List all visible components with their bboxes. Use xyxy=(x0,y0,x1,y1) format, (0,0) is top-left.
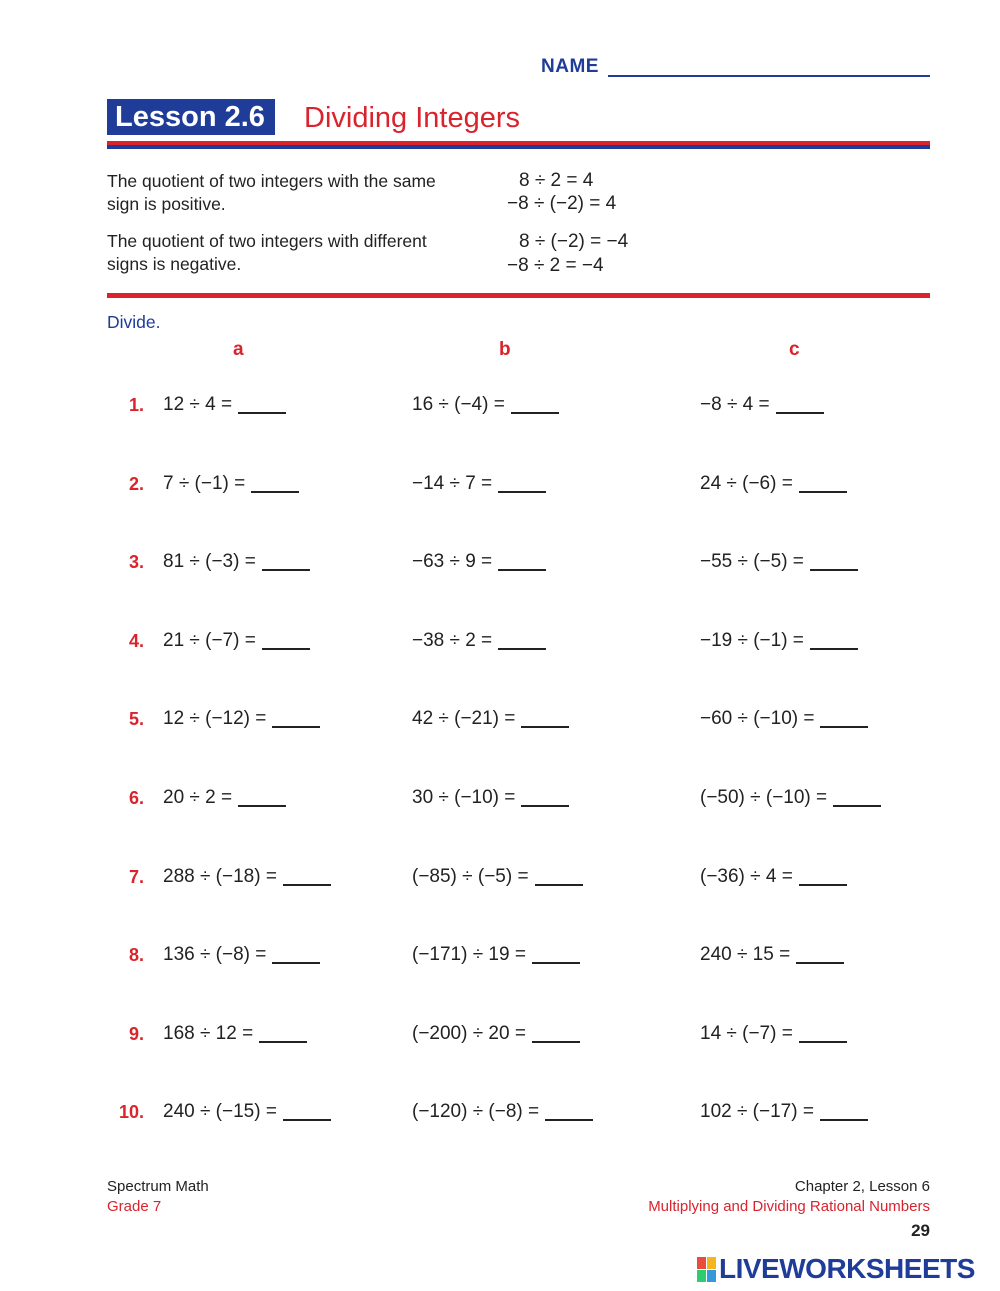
problem-expression: 20 ÷ 2 = xyxy=(163,787,233,808)
problem-expression: (−171) ÷ 19 = xyxy=(412,944,526,965)
problem-expression: −14 ÷ 7 = xyxy=(412,473,493,494)
problem-number: 8. xyxy=(128,945,144,965)
column-label-b: b xyxy=(499,339,511,360)
problem-expression: −19 ÷ (−1) = xyxy=(700,630,804,651)
problem-expression: 24 ÷ (−6) = xyxy=(700,473,793,494)
name-line[interactable] xyxy=(608,75,930,77)
problem-8-b xyxy=(412,944,580,966)
problem-4-a xyxy=(163,630,310,652)
column-label-a: a xyxy=(233,339,244,360)
rule-same-sign-example-1: 8 ÷ 2 = 4 xyxy=(519,170,594,191)
problem-5-b xyxy=(412,708,569,730)
problem-number: 2. xyxy=(128,474,144,494)
problem-expression: (−200) ÷ 20 = xyxy=(412,1023,526,1044)
liveworksheets-wordmark: LIVEWORKSHEETS xyxy=(719,1253,975,1284)
problem-7-a xyxy=(163,866,331,888)
answer-blank[interactable] xyxy=(272,961,320,964)
problem-number: 3. xyxy=(128,552,144,572)
problem-4-b xyxy=(412,630,546,652)
problem-2-b xyxy=(412,473,546,495)
problem-expression: 102 ÷ (−17) = xyxy=(700,1101,814,1122)
logo-square-1 xyxy=(697,1257,706,1269)
problem-number: 4. xyxy=(128,631,144,651)
answer-blank[interactable] xyxy=(796,961,844,964)
name-label: NAME xyxy=(541,56,599,77)
answer-blank[interactable] xyxy=(238,411,286,414)
answer-blank[interactable] xyxy=(251,490,299,493)
answer-blank[interactable] xyxy=(535,883,583,886)
problem-10-b xyxy=(412,1101,593,1123)
problem-expression: −60 ÷ (−10) = xyxy=(700,708,815,729)
lesson-badge: Lesson 2.6 xyxy=(107,99,275,135)
problem-number: 7. xyxy=(128,867,144,887)
problem-9-b xyxy=(412,1023,580,1045)
problem-expression: −8 ÷ 4 = xyxy=(700,394,770,415)
problem-expression: −55 ÷ (−5) = xyxy=(700,551,804,572)
problem-expression: (−85) ÷ (−5) = xyxy=(412,866,529,887)
problem-5-c xyxy=(700,708,868,730)
answer-blank[interactable] xyxy=(810,568,858,571)
answer-blank[interactable] xyxy=(262,647,310,650)
rule-different-sign: The quotient of two integers with different signs is negative. xyxy=(107,231,427,274)
problem-expression: 168 ÷ 12 = xyxy=(163,1023,254,1044)
answer-blank[interactable] xyxy=(833,804,881,807)
header-divider-blue xyxy=(107,145,930,149)
problem-7-b xyxy=(412,866,583,888)
answer-blank[interactable] xyxy=(283,1118,331,1121)
answer-blank[interactable] xyxy=(532,1040,580,1043)
problem-3-b xyxy=(412,551,546,573)
rule-different-sign-example-1: 8 ÷ (−2) = −4 xyxy=(519,231,629,252)
problem-4-c xyxy=(700,630,858,652)
answer-blank[interactable] xyxy=(799,883,847,886)
problem-3-a xyxy=(163,551,310,573)
page-number: 29 xyxy=(911,1221,930,1240)
logo-square-3 xyxy=(697,1270,706,1282)
problem-number: 10. xyxy=(118,1102,144,1122)
answer-blank[interactable] xyxy=(511,411,559,414)
problem-1-a xyxy=(163,394,286,416)
problem-7-c xyxy=(700,866,847,888)
problem-5-a xyxy=(163,708,320,730)
answer-blank[interactable] xyxy=(238,804,286,807)
answer-blank[interactable] xyxy=(820,1118,868,1121)
problem-expression: 81 ÷ (−3) = xyxy=(163,551,256,572)
problem-8-c xyxy=(700,944,844,966)
logo-square-2 xyxy=(707,1257,716,1269)
rule-different-sign-example-2: −8 ÷ 2 = −4 xyxy=(507,255,604,276)
answer-blank[interactable] xyxy=(545,1118,593,1121)
problem-expression: 136 ÷ (−8) = xyxy=(163,944,267,965)
answer-blank[interactable] xyxy=(521,725,569,728)
answer-blank[interactable] xyxy=(498,647,546,650)
problem-number: 6. xyxy=(128,788,144,808)
answer-blank[interactable] xyxy=(498,490,546,493)
problem-10-c xyxy=(700,1101,868,1123)
answer-blank[interactable] xyxy=(799,490,847,493)
answer-blank[interactable] xyxy=(521,804,569,807)
problem-expression: 240 ÷ 15 = xyxy=(700,944,791,965)
problem-expression: 12 ÷ (−12) = xyxy=(163,708,267,729)
answer-blank[interactable] xyxy=(799,1040,847,1043)
problem-1-b xyxy=(412,394,559,416)
liveworksheets-brand[interactable] xyxy=(697,1254,975,1284)
problem-expression: 16 ÷ (−4) = xyxy=(412,394,505,415)
problem-expression: (−120) ÷ (−8) = xyxy=(412,1101,540,1122)
problem-6-a xyxy=(163,787,286,809)
footer-grade: Grade 7 xyxy=(107,1198,162,1215)
problem-8-a xyxy=(163,944,320,966)
problem-10-a xyxy=(163,1101,331,1123)
problem-number: 5. xyxy=(128,709,144,729)
problem-6-b xyxy=(412,787,569,809)
footer-chapter: Chapter 2, Lesson 6 xyxy=(794,1178,930,1195)
problem-number: 9. xyxy=(128,1024,144,1044)
problem-9-c xyxy=(700,1023,847,1045)
problem-3-c xyxy=(700,551,858,573)
problem-expression: 30 ÷ (−10) = xyxy=(412,787,516,808)
problem-expression: 42 ÷ (−21) = xyxy=(412,708,516,729)
answer-blank[interactable] xyxy=(532,961,580,964)
problem-1-c xyxy=(700,394,824,416)
answer-blank[interactable] xyxy=(259,1040,307,1043)
lesson-title: Dividing Integers xyxy=(304,102,520,134)
directions: Divide. xyxy=(107,312,161,332)
problem-2-a xyxy=(163,473,299,495)
answer-blank[interactable] xyxy=(262,568,310,571)
liveworksheets-logo-icon xyxy=(697,1257,716,1282)
rule-same-sign-example-2: −8 ÷ (−2) = 4 xyxy=(507,193,617,214)
answer-blank[interactable] xyxy=(820,725,868,728)
answer-blank[interactable] xyxy=(810,647,858,650)
problem-number: 1. xyxy=(128,395,144,415)
problem-expression: 7 ÷ (−1) = xyxy=(163,473,246,494)
problem-6-c xyxy=(700,787,881,809)
problem-9-a xyxy=(163,1023,307,1045)
problem-expression: 12 ÷ 4 = xyxy=(163,394,233,415)
problem-expression: (−50) ÷ (−10) = xyxy=(700,787,828,808)
problem-2-c xyxy=(700,473,847,495)
problem-expression: 14 ÷ (−7) = xyxy=(700,1023,793,1044)
column-label-c: c xyxy=(789,339,800,360)
answer-blank[interactable] xyxy=(272,725,320,728)
problem-expression: (−36) ÷ 4 = xyxy=(700,866,793,887)
answer-blank[interactable] xyxy=(498,568,546,571)
problem-expression: 21 ÷ (−7) = xyxy=(163,630,256,651)
answer-blank[interactable] xyxy=(283,883,331,886)
problem-expression: −63 ÷ 9 = xyxy=(412,551,493,572)
logo-square-4 xyxy=(707,1270,716,1282)
footer-topic: Multiplying and Dividing Rational Numbers xyxy=(648,1198,930,1215)
answer-blank[interactable] xyxy=(776,411,824,414)
rule-same-sign: The quotient of two integers with the same sign is positive. xyxy=(107,171,436,214)
problem-expression: 288 ÷ (−18) = xyxy=(163,866,277,887)
footer-series: Spectrum Math xyxy=(107,1178,209,1195)
problem-expression: 240 ÷ (−15) = xyxy=(163,1101,277,1122)
section-divider xyxy=(107,293,930,298)
problem-expression: −38 ÷ 2 = xyxy=(412,630,493,651)
